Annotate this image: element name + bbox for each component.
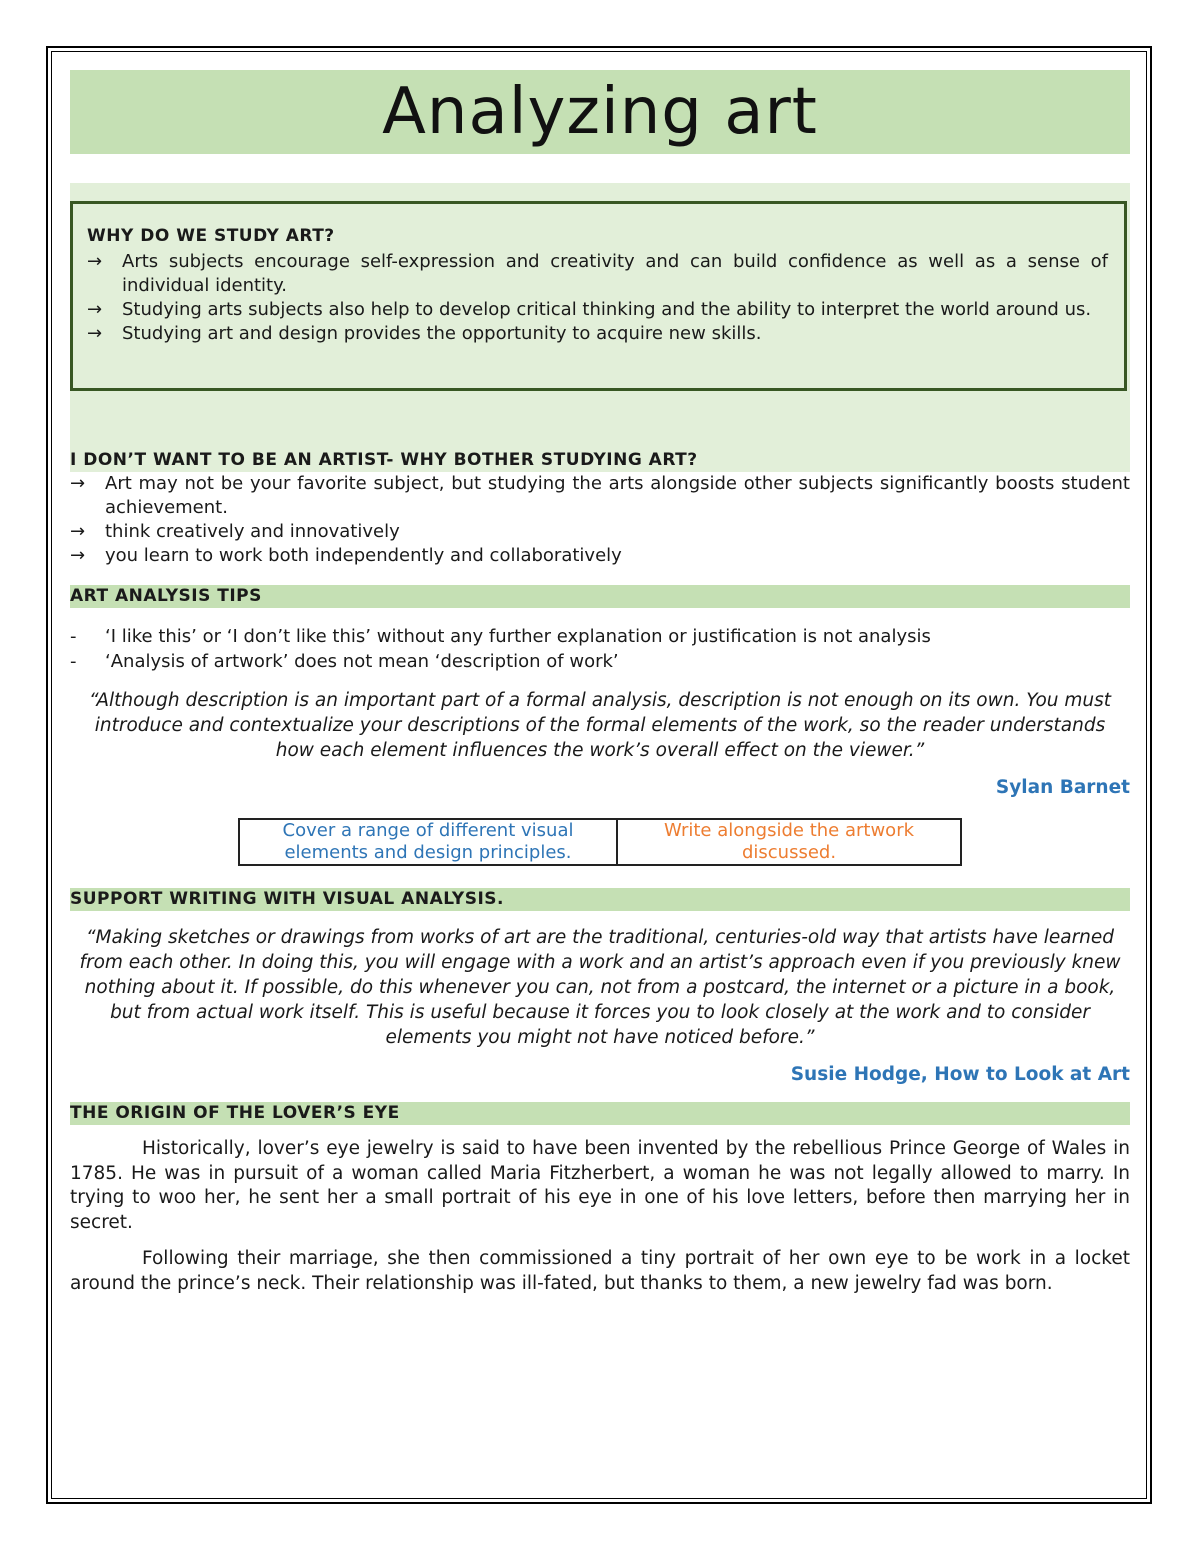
why-study-list: [87, 250, 1108, 346]
arrow-icon: →: [70, 521, 86, 542]
origin-paragraph-2: Following their marriage, she then commissioned a tiny portrait of her own eye to be work in a locket around the prince’s neck. Their relationship was ill-fated, but thanks to them, a new jewelry fad was born.: [70, 1248, 1130, 1294]
arrow-icon: →: [87, 299, 103, 320]
arrow-icon: →: [70, 473, 86, 494]
list-item: → Arts subjects encourage self-expression and creativity and can build confidence as well as a sense of individual identity.: [87, 251, 1108, 296]
support-heading: SUPPORT WRITING WITH VISUAL ANALYSIS.: [70, 888, 1130, 911]
list-item: - ‘I like this’ or ‘I don’t like this’ without any further explanation or justification is not analysis: [70, 626, 931, 647]
document-body: [70, 70, 1130, 1296]
dash-marker: -: [70, 626, 77, 647]
origin-heading: THE ORIGIN OF THE LOVER’S EYE: [70, 1102, 1130, 1125]
barnet-attribution: Sylan Barnet: [995, 777, 1130, 798]
why-study-section: [70, 183, 1130, 472]
tips-table: [238, 818, 962, 866]
not-artist-list: [70, 472, 1130, 568]
not-artist-heading: I DON’T WANT TO BE AN ARTIST- WHY BOTHER STUDYING ART?: [70, 450, 698, 470]
list-item: → you learn to work both independently and collaboratively: [70, 545, 622, 566]
arrow-icon: →: [87, 323, 103, 344]
tips-table-right-cell: Write alongside the artwork discussed.: [617, 819, 961, 865]
list-item: → Art may not be your favorite subject, but studying the arts alongside other subjects significantly boosts student achievement.: [70, 473, 1130, 518]
arrow-icon: →: [70, 545, 86, 566]
arrow-icon: →: [87, 251, 103, 272]
origin-paragraph-1: Historically, lover’s eye jewelry is said to have been invented by the rebellious Prince George of Wales in 1785. He was in pursuit of a woman called Maria Fitzherbert, a woman he was not legally allowed to marry. In trying to woo her, he sent her a small portrait of his eye in one of his love letters, before then marrying her in secret.: [70, 1138, 1130, 1233]
list-item: → Studying arts subjects also help to develop critical thinking and the ability to interpret the world around us.: [87, 299, 1092, 320]
list-item: → think creatively and innovatively: [70, 521, 400, 542]
tips-table-left-cell: Cover a range of different visual elements and design principles.: [239, 819, 617, 865]
tips-list: [70, 624, 1130, 674]
barnet-quote: “Although description is an important part of a formal analysis, description is not enough on its own. You must introduce and contextualize your descriptions of the formal elements of the work, so the reader understands how each element influences the work’s overall effect on the viewer.”: [88, 690, 1112, 761]
page-title: Analyzing art: [70, 70, 1130, 154]
hodge-quote: “Making sketches or drawings from works of art are the traditional, centuries-old way that artists have learned from each other. In doing this, you will engage with a work and an artist’s approach even if you previously knew nothing about it. If possible, do this whenever you can, not from a postcard, the internet or a picture in a book, but from actual work itself. This is useful because it forces you to look closely at the work and to consider elements you might not have noticed before.”: [79, 927, 1121, 1048]
dash-marker: -: [70, 651, 77, 672]
table-row: [239, 819, 961, 865]
hodge-attribution: Susie Hodge, How to Look at Art: [790, 1064, 1130, 1085]
tips-heading: ART ANALYSIS TIPS: [70, 585, 1130, 608]
why-study-box: [70, 201, 1127, 391]
list-item: - ‘Analysis of artwork’ does not mean ‘description of work’: [70, 651, 619, 672]
list-item: → Studying art and design provides the opportunity to acquire new skills.: [87, 323, 762, 344]
why-study-heading: WHY DO WE STUDY ART?: [87, 226, 335, 246]
